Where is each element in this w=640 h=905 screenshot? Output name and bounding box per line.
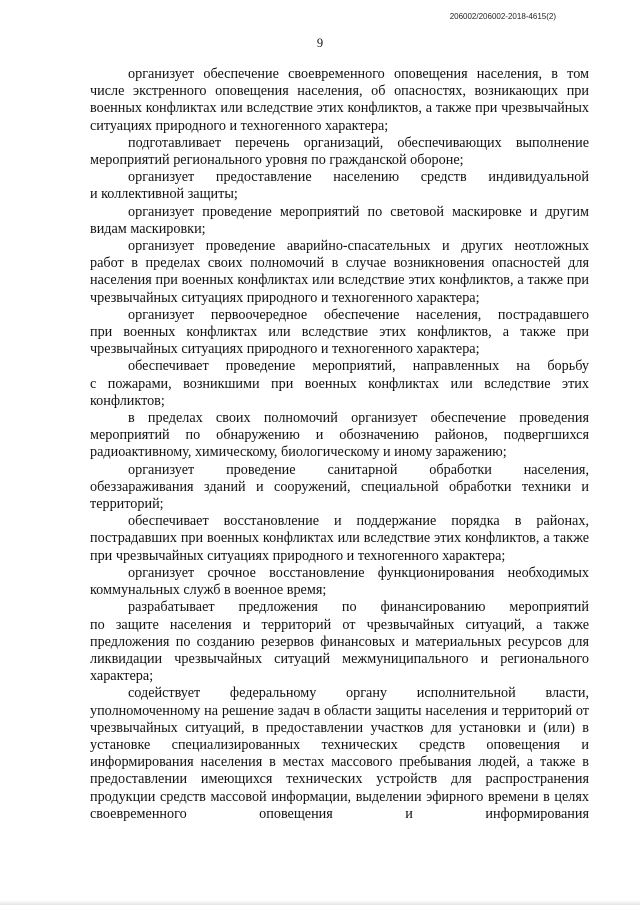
- paragraph: [90, 685, 589, 823]
- paragraph-first-line: содействует федеральному органу исполнительной власти,: [128, 685, 589, 702]
- document-id: 206002/206002-2018-4615(2): [449, 12, 556, 21]
- paragraph-first-line: организует первоочередное обеспечение населения, пострадавшего: [128, 306, 589, 323]
- paragraph-continuation: видам маскировки;: [90, 220, 206, 237]
- paragraph-first-line: в пределах своих полномочий организует обеспечение проведения: [128, 410, 589, 427]
- paragraph-first-line: подготавливает перечень организаций, обеспечивающих выполнение: [128, 134, 589, 151]
- paragraph-continuation: мероприятий регионального уровня по гражданской обороне;: [90, 152, 464, 169]
- paragraph-first-line: организует предоставление населению средств индивидуальной: [128, 169, 589, 186]
- paragraph-first-line: обеспечивает восстановление и поддержание порядка в районах,: [128, 513, 589, 530]
- paragraph: [90, 599, 589, 685]
- paragraph-first-line: разрабатывает предложения по финансированию мероприятий: [128, 599, 589, 616]
- paragraph: [90, 462, 589, 514]
- paragraph-continuation: числе экстренного оповещения населения, об опасностях, возникающих при военных конфликтах или вследствие этих конфликтов, а также при чрезвычайных ситуациях природного и техногенного характера;: [90, 83, 589, 134]
- document-body: [90, 66, 589, 823]
- paragraph: [90, 204, 589, 238]
- paragraph-continuation: при военных конфликтах или вследствие этих конфликтов, а также при чрезвычайных ситуациях природного и техногенного характера;: [90, 324, 589, 358]
- paragraph-continuation: и коллективной защиты;: [90, 186, 238, 203]
- paragraph-first-line: организует проведение мероприятий по световой маскировке и другим: [128, 203, 589, 220]
- paragraph: [90, 358, 589, 410]
- page-number: 9: [316, 36, 324, 50]
- paragraph: [90, 410, 589, 462]
- paragraph-continuation: уполномоченному на решение задач в области защиты населения и территорий от чрезвычайных ситуаций, в предоставлении участков для установки и (или) в установке специализированных технических средств оповещения и информирования населения в местах массового пребывания людей, а также в предоставлении имеющихся технических устройств для распространения продукции средств массовой информации, выделении эфирного времени в целях своевременного оповещения и информирования: [90, 702, 589, 822]
- paragraph-continuation: пострадавших при военных конфликтах или вследствие этих конфликтов, а также при чрезвычайных ситуациях природного и техногенного характера;: [90, 530, 589, 564]
- paragraph-continuation: мероприятий по обнаружению и обозначению районов, подвергшихся радиоактивному, химическому, биологическому и иному заражению;: [90, 427, 589, 461]
- paragraph-first-line: организует обеспечение своевременного оповещения населения, в том: [128, 66, 589, 82]
- paragraph: [90, 565, 589, 599]
- paragraph: [90, 238, 589, 307]
- paragraph-first-line: организует срочное восстановление функционирования необходимых: [128, 564, 589, 581]
- paragraph-continuation: коммунальных служб в военное время;: [90, 582, 327, 599]
- paragraph: [90, 135, 589, 169]
- paragraph-continuation: работ в пределах своих полномочий в случае возникновения опасностей для населения при военных конфликтах или вследствие этих конфликтов, а также при чрезвычайных ситуациях природного и техногенного характера;: [90, 255, 589, 306]
- paragraph-continuation: по защите населения и территорий от чрезвычайных ситуаций, а также предложения по созданию резервов финансовых и материальных ресурсов для ликвидации чрезвычайных ситуаций межмуниципального и регионального характера;: [90, 616, 589, 685]
- paragraph: [90, 169, 589, 203]
- paragraph: [90, 513, 589, 565]
- paragraph-first-line: организует проведение санитарной обработки населения,: [128, 461, 589, 478]
- paragraph: [90, 307, 589, 359]
- paragraph-continuation: обеззараживания зданий и сооружений, специальной обработки техники и территорий;: [90, 478, 589, 513]
- paragraph-first-line: обеспечивает проведение мероприятий, направленных на борьбу: [128, 358, 589, 375]
- scan-edge: [0, 900, 640, 905]
- paragraph: [90, 66, 589, 135]
- paragraph-first-line: организует проведение аварийно-спасательных и других неотложных: [128, 238, 589, 255]
- paragraph-continuation: с пожарами, возникшими при военных конфликтах или вследствие этих конфликтов;: [90, 375, 589, 409]
